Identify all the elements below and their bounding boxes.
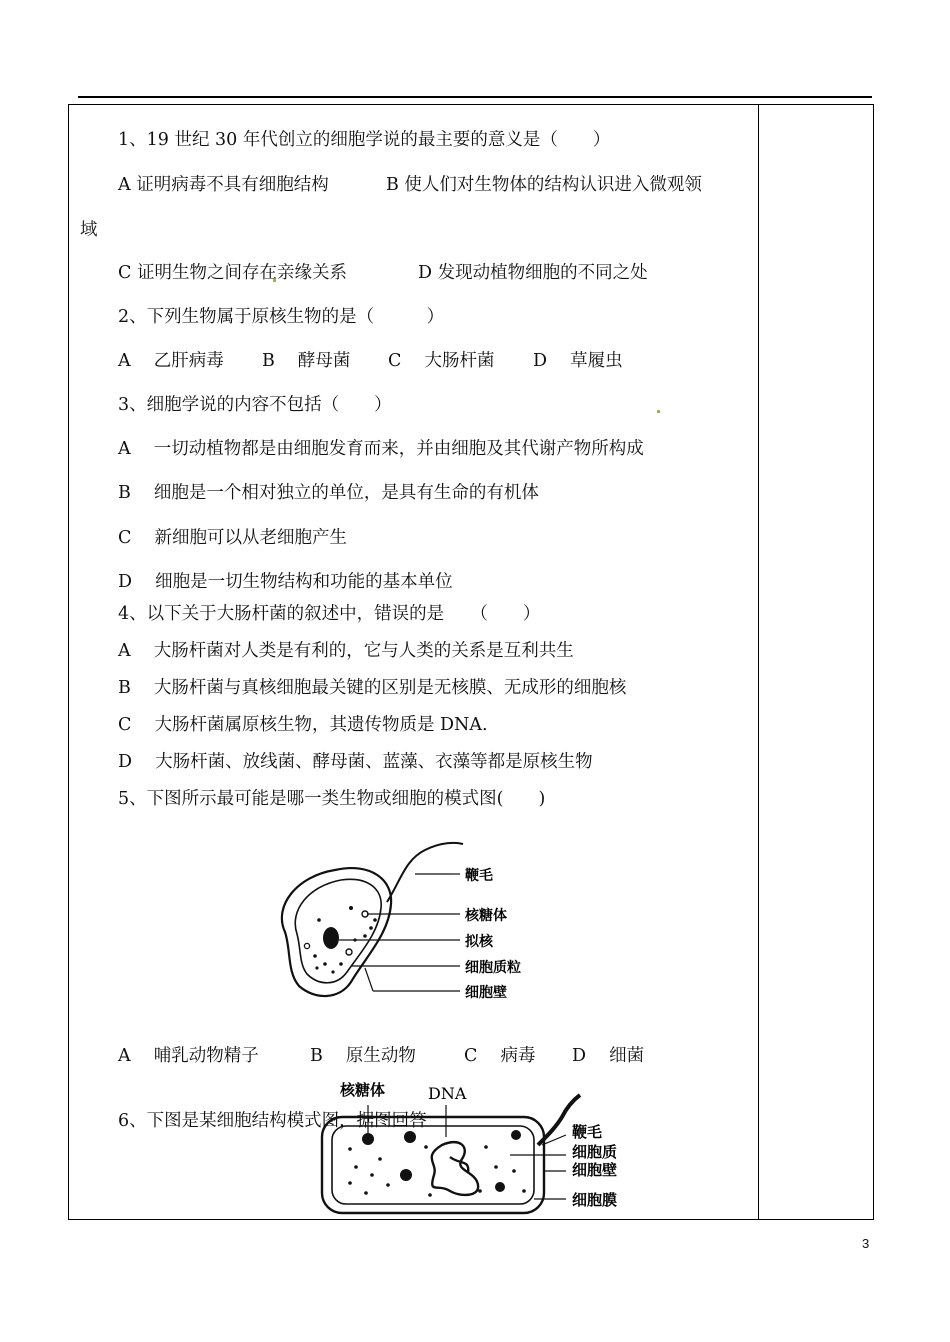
q3-option-b: B 细胞是一个相对独立的单位，是具有生命的有机体 — [118, 483, 539, 503]
q1-option-a: A 证明病毒不具有细胞结构 — [118, 175, 329, 195]
q6-label-flagellum: 鞭毛 — [572, 1123, 603, 1141]
q6-label-cytoplasm: 细胞质 — [572, 1143, 618, 1161]
q4-option-b: B 大肠杆菌与真核细胞最关键的区别是无核膜、无成形的细胞核 — [118, 678, 627, 698]
q3-option-a: A 一切动植物都是由细胞发育而来，并由细胞及其代谢产物所构成 — [118, 439, 644, 459]
q5-option-d: D 细菌 — [572, 1046, 645, 1066]
q4-option-a: A 大肠杆菌对人类是有利的，它与人类的关系是互利共生 — [118, 641, 574, 661]
q2-option-b: B 酵母菌 — [262, 351, 351, 371]
q6-stem: 6、下图是某细胞结构模式图，据图回答 — [118, 1111, 427, 1131]
q6-cell-figure — [310, 1075, 640, 1220]
q5-label-ribosome: 核糖体 — [465, 908, 507, 924]
q2-option-d: D 草履虫 — [533, 351, 623, 371]
q4-option-d: D 大肠杆菌、放线菌、酵母菌、蓝藻、衣藻等都是原核生物 — [118, 752, 593, 772]
q1-option-d: D 发现动植物细胞的不同之处 — [418, 263, 648, 283]
q5-stem: 5、下图所示最可能是哪一类生物或细胞的模式图( ) — [118, 789, 546, 809]
q6-label-ribosome: 核糖体 — [340, 1081, 386, 1099]
q5-label-flagellum: 鞭毛 — [465, 868, 493, 884]
q5-option-c: C 病毒 — [464, 1046, 536, 1066]
q2-stem: 2、下列生物属于原核生物的是（ ） — [118, 307, 445, 327]
header-rule — [78, 96, 872, 98]
page-number: 3 — [862, 1236, 870, 1251]
scan-dot — [657, 410, 660, 413]
q2-option-c: C 大肠杆菌 — [388, 351, 495, 371]
q5-option-b: B 原生动物 — [310, 1046, 416, 1066]
q1-stem: 1、19 世纪 30 年代创立的细胞学说的最主要的意义是（ ） — [118, 130, 611, 150]
q4-option-c: C 大肠杆菌属原核生物，其遗传物质是 DNA. — [118, 715, 488, 735]
q1-option-c: C 证明生物之间存在亲缘关系 — [118, 263, 347, 283]
q5-label-nucleoid: 拟核 — [465, 934, 493, 950]
table-column-divider — [758, 104, 759, 1220]
q2-option-a: A 乙肝病毒 — [118, 351, 224, 371]
q5-label-cell-wall: 细胞壁 — [465, 985, 507, 1001]
q5-option-a: A 哺乳动物精子 — [118, 1046, 259, 1066]
q3-option-d: D 细胞是一切生物结构和功能的基本单位 — [118, 572, 453, 592]
q6-label-cell-membrane: 细胞膜 — [572, 1191, 618, 1209]
q1-option-b-wrap: 域 — [80, 220, 98, 240]
q5-bacterium-figure — [255, 840, 555, 1010]
q3-stem: 3、细胞学说的内容不包括（ ） — [118, 395, 392, 415]
q5-label-plasmid: 细胞质粒 — [465, 960, 521, 976]
q1-option-b: B 使人们对生物体的结构认识进入微观领 — [386, 175, 702, 195]
q6-label-cell-wall: 细胞壁 — [572, 1161, 618, 1179]
q6-label-dna: DNA — [428, 1084, 467, 1103]
q4-stem: 4、以下关于大肠杆菌的叙述中，错误的是 （ ） — [118, 604, 541, 624]
q3-option-c: C 新细胞可以从老细胞产生 — [118, 528, 347, 548]
